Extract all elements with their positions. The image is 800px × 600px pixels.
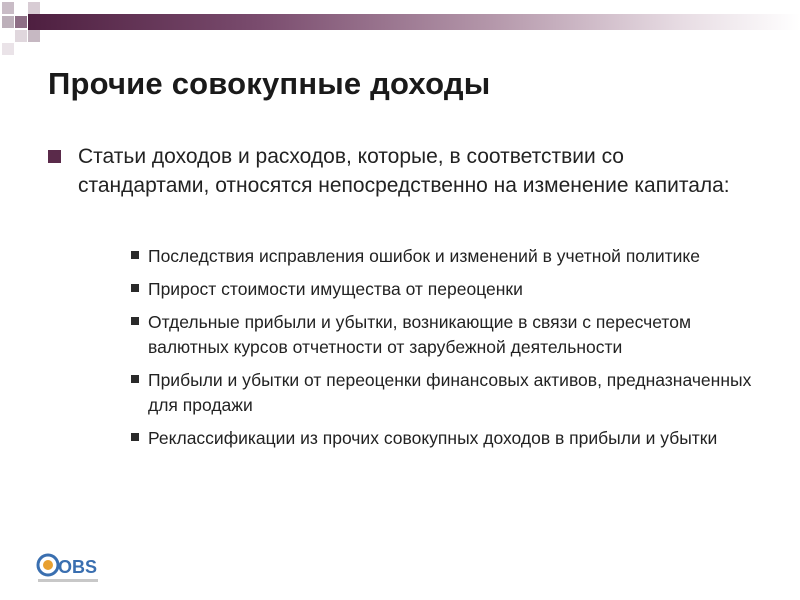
decor-square: [2, 43, 14, 55]
sub-bullet-text: Последствия исправления ошибок и изменений в учетной политике: [148, 246, 701, 266]
decor-square: [2, 16, 14, 28]
decor-square: [15, 30, 27, 42]
obs-logo-icon: [36, 552, 104, 586]
square-bullet-icon: [131, 317, 139, 325]
sub-bullet-item: [131, 426, 771, 451]
header-gradient-bar: [28, 14, 800, 30]
sub-bullet-text: Прирост стоимости имущества от переоценки: [148, 279, 523, 299]
sub-bullet-item: [131, 277, 771, 302]
sub-bullet-text: Реклассификации из прочих совокупных доходов в прибыли и убытки: [148, 428, 718, 448]
square-bullet-icon: [131, 433, 139, 441]
square-bullet-icon: [131, 375, 139, 383]
sub-bullet-text: Прибыли и убытки от переоценки финансовых активов, предназначенных для продажи: [148, 370, 752, 415]
sub-bullet-item: [131, 310, 771, 360]
slide-title: Прочие совокупные доходы: [48, 66, 491, 101]
square-bullet-icon: [48, 150, 61, 163]
square-bullet-icon: [131, 284, 139, 292]
sub-bullet-item: [131, 244, 771, 269]
logo-text: OBS: [58, 557, 98, 577]
decor-square: [28, 2, 40, 14]
decor-square: [28, 30, 40, 42]
decor-square: [15, 16, 27, 28]
sub-bullet-list: [131, 244, 771, 459]
main-bullet-text: Статьи доходов и расходов, которые, в соответствии со стандартами, относятся непосредственно на изменение капитала:: [78, 145, 730, 197]
square-bullet-icon: [131, 251, 139, 259]
main-bullet-item: [48, 142, 748, 200]
decor-square: [2, 2, 14, 14]
sub-bullet-item: [131, 368, 771, 418]
sub-bullet-text: Отдельные прибыли и убытки, возникающие в связи с пересчетом валютных курсов отчетности от зарубежной деятельности: [148, 312, 691, 357]
